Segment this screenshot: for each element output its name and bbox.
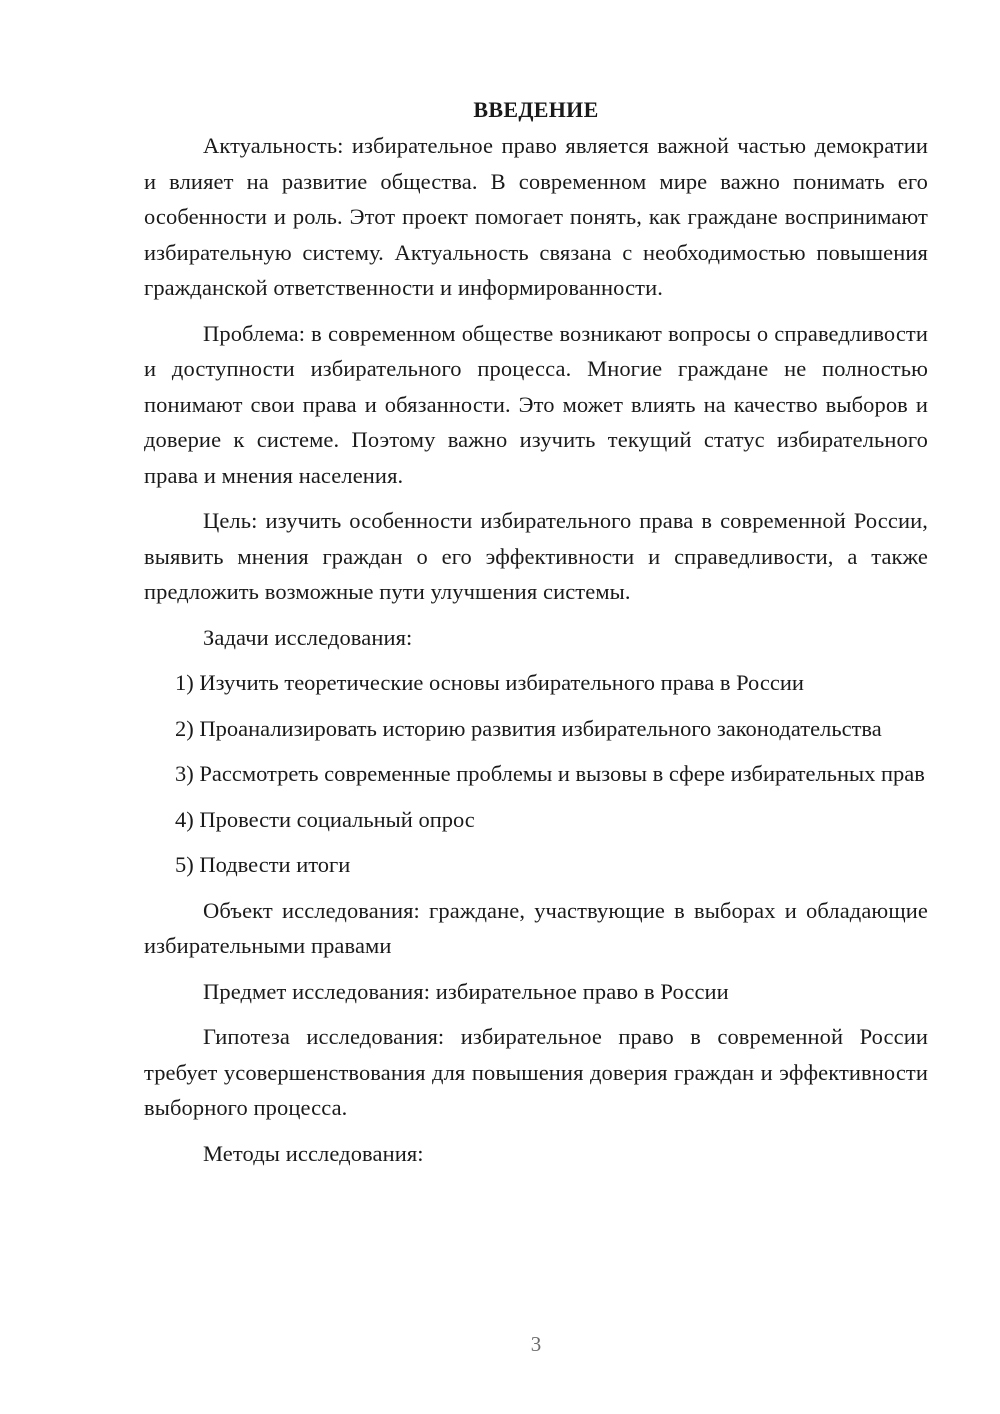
task-item-1: 1) Изучить теоретические основы избирательного права в России bbox=[175, 670, 804, 695]
goal-paragraph: Цель: изучить особенности избирательного права в современной России, выявить мнения граждан о его эффективности и справедливости, а также предложить возможные пути улучшения системы. bbox=[144, 508, 928, 604]
document-page bbox=[144, 92, 928, 1181]
methods-label: Методы исследования: bbox=[203, 1140, 424, 1166]
hypothesis-paragraph: Гипотеза исследования: избирательное право в современной России требует усовершенствования для повышения доверия граждан и эффективности выборного процесса. bbox=[144, 1024, 928, 1120]
relevance-paragraph: Актуальность: избирательное право является важной частью демократии и влияет на развитие общества. В современном мире важно понимать его особенности и роль. Этот проект помогает понять, как граждане воспринимают избирательную систему. Актуальность связана с необходимостью повышения гражданской ответственности и информированности. bbox=[144, 133, 928, 300]
task-item-2: 2) Проанализировать историю развития избирательного законодательства bbox=[175, 715, 882, 741]
subject-paragraph: Предмет исследования: избирательное право в России bbox=[203, 978, 729, 1004]
task-item-3: 3) Рассмотреть современные проблемы и вызовы в сфере избирательных прав bbox=[175, 761, 925, 786]
task-item-4: 4) Провести социальный опрос bbox=[175, 806, 475, 832]
tasks-label: Задачи исследования: bbox=[203, 624, 413, 650]
task-item-5: 5) Подвести итоги bbox=[175, 852, 351, 877]
page-number: 3 bbox=[530, 1332, 542, 1356]
object-paragraph: Объект исследования: граждане, участвующие в выборах и обладающие избирательными правами bbox=[144, 897, 928, 958]
page-title: ВВЕДЕНИЕ bbox=[473, 97, 599, 122]
problem-paragraph: Проблема: в современном обществе возникают вопросы о справедливости и доступности избирательного процесса. Многие граждане не полностью понимают свои права и обязанности. Это может влиять на качество выборов и доверие к системе. Поэтому важно изучить текущий статус избирательного права и мнения населения. bbox=[144, 320, 928, 488]
